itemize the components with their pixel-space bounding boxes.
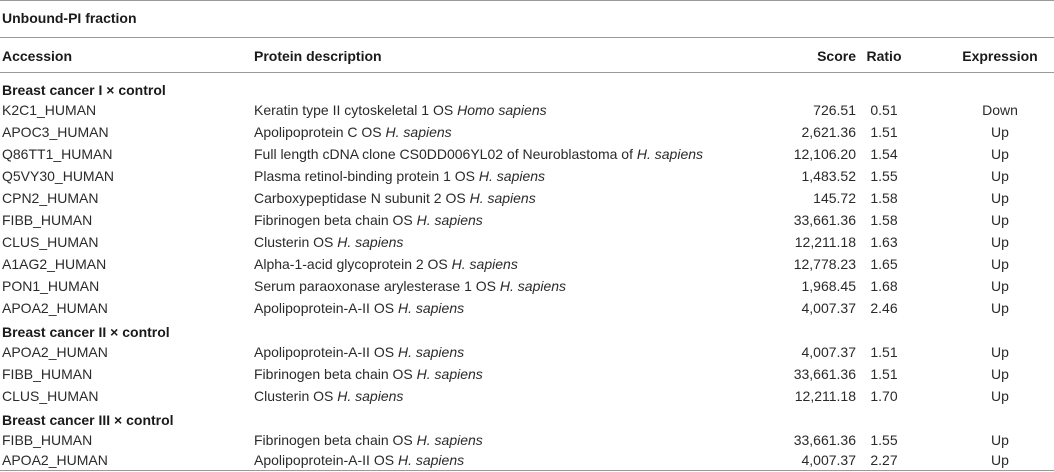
score-cell: 33,661.36 bbox=[793, 212, 856, 228]
expression-cell: Up bbox=[991, 168, 1009, 184]
top-rule bbox=[0, 0, 1054, 1]
expression-cell: Up bbox=[991, 366, 1009, 382]
score-cell: 33,661.36 bbox=[793, 432, 856, 448]
header-score: Score bbox=[817, 48, 856, 64]
ratio-cell: 1.58 bbox=[870, 212, 898, 228]
description-cell: Apolipoprotein-A-II OS H. sapiens bbox=[254, 452, 465, 468]
ratio-cell: 2.27 bbox=[870, 452, 898, 468]
header-ratio: Ratio bbox=[866, 48, 902, 64]
description-cell: Clusterin OS H. sapiens bbox=[254, 388, 404, 404]
ratio-cell: 1.55 bbox=[870, 432, 898, 448]
accession-cell: A1AG2_HUMAN bbox=[2, 256, 107, 272]
table-row bbox=[0, 342, 1054, 364]
expression-cell: Up bbox=[991, 300, 1009, 316]
table-row bbox=[0, 232, 1054, 254]
accession-cell: APOC3_HUMAN bbox=[2, 124, 109, 140]
accession-cell: CPN2_HUMAN bbox=[2, 190, 99, 206]
header-accession: Accession bbox=[2, 48, 73, 64]
section-title: Breast cancer II × control bbox=[2, 324, 170, 340]
table-row bbox=[0, 364, 1054, 386]
table-row bbox=[0, 276, 1054, 298]
description-cell: Apolipoprotein-A-II OS H. sapiens bbox=[254, 300, 465, 316]
score-cell: 726.51 bbox=[813, 102, 856, 118]
score-cell: 12,211.18 bbox=[794, 234, 856, 250]
accession-cell: FIBB_HUMAN bbox=[2, 212, 93, 228]
table-row bbox=[0, 166, 1054, 188]
fraction-title: Unbound-PI fraction bbox=[2, 10, 137, 26]
score-cell: 12,106.20 bbox=[793, 146, 856, 162]
table-row bbox=[0, 100, 1054, 122]
score-cell: 145.72 bbox=[813, 190, 856, 206]
description-cell: Fibrinogen beta chain OS H. sapiens bbox=[254, 366, 483, 382]
ratio-cell: 1.70 bbox=[870, 388, 898, 404]
description-cell: Carboxypeptidase N subunit 2 OS H. sapiens bbox=[254, 190, 536, 206]
description-cell: Fibrinogen beta chain OS H. sapiens bbox=[254, 432, 483, 448]
expression-cell: Up bbox=[991, 432, 1009, 448]
description-cell: Fibrinogen beta chain OS H. sapiens bbox=[254, 212, 483, 228]
ratio-cell: 1.51 bbox=[870, 124, 898, 140]
ratio-cell: 1.51 bbox=[870, 344, 898, 360]
accession-cell: K2C1_HUMAN bbox=[2, 102, 97, 118]
score-cell: 12,778.23 bbox=[793, 256, 856, 272]
expression-cell: Up bbox=[991, 344, 1009, 360]
accession-cell: Q86TT1_HUMAN bbox=[2, 146, 113, 162]
ratio-cell: 1.55 bbox=[870, 168, 898, 184]
score-cell: 33,661.36 bbox=[793, 366, 856, 382]
table-row bbox=[0, 298, 1054, 320]
description-cell: Keratin type II cytoskeletal 1 OS Homo sapiens bbox=[254, 102, 547, 118]
expression-cell: Down bbox=[982, 102, 1018, 118]
ratio-cell: 1.68 bbox=[870, 278, 898, 294]
ratio-cell: 1.58 bbox=[870, 190, 898, 206]
description-cell: Clusterin OS H. sapiens bbox=[254, 234, 404, 250]
accession-cell: APOA2_HUMAN bbox=[2, 300, 108, 316]
score-cell: 4,007.37 bbox=[801, 452, 856, 468]
table-row bbox=[0, 430, 1054, 452]
expression-cell: Up bbox=[991, 234, 1009, 250]
header-expression: Expression bbox=[962, 48, 1038, 64]
accession-cell: Q5VY30_HUMAN bbox=[2, 168, 115, 184]
expression-cell: Up bbox=[991, 146, 1009, 162]
expression-cell: Up bbox=[991, 388, 1009, 404]
table-row bbox=[0, 122, 1054, 144]
description-cell: Serum paraoxonase arylesterase 1 OS H. sapiens bbox=[254, 278, 567, 294]
accession-cell: CLUS_HUMAN bbox=[2, 234, 99, 250]
ratio-cell: 1.65 bbox=[870, 256, 898, 272]
table-row bbox=[0, 450, 1054, 472]
expression-cell: Up bbox=[991, 452, 1009, 468]
expression-cell: Up bbox=[991, 124, 1009, 140]
section-title: Breast cancer I × control bbox=[2, 82, 166, 98]
accession-cell: FIBB_HUMAN bbox=[2, 432, 93, 448]
description-cell: Alpha-1-acid glycoprotein 2 OS H. sapiens bbox=[254, 256, 518, 272]
section-title: Breast cancer III × control bbox=[2, 412, 174, 428]
description-cell: Full length cDNA clone CS0DD006YL02 of Neuroblastoma of H. sapiens bbox=[254, 146, 704, 162]
score-cell: 1,968.45 bbox=[801, 278, 856, 294]
table-row bbox=[0, 144, 1054, 166]
expression-cell: Up bbox=[991, 212, 1009, 228]
score-cell: 4,007.37 bbox=[801, 300, 856, 316]
score-cell: 1,483.52 bbox=[801, 168, 856, 184]
header-bottom-rule bbox=[0, 72, 1054, 73]
ratio-cell: 1.63 bbox=[870, 234, 898, 250]
expression-cell: Up bbox=[991, 278, 1009, 294]
table-row bbox=[0, 210, 1054, 232]
header-top-rule bbox=[0, 37, 1054, 38]
table-row bbox=[0, 386, 1054, 408]
table-row bbox=[0, 188, 1054, 210]
ratio-cell: 0.51 bbox=[870, 102, 898, 118]
description-cell: Apolipoprotein-A-II OS H. sapiens bbox=[254, 344, 465, 360]
accession-cell: APOA2_HUMAN bbox=[2, 452, 108, 468]
accession-cell: PON1_HUMAN bbox=[2, 278, 100, 294]
description-cell: Plasma retinol-binding protein 1 OS H. sapiens bbox=[254, 168, 546, 184]
expression-cell: Up bbox=[991, 256, 1009, 272]
table-row bbox=[0, 254, 1054, 276]
ratio-cell: 2.46 bbox=[870, 300, 898, 316]
score-cell: 2,621.36 bbox=[801, 124, 856, 140]
header-description: Protein description bbox=[254, 48, 382, 64]
ratio-cell: 1.54 bbox=[870, 146, 898, 162]
ratio-cell: 1.51 bbox=[870, 366, 898, 382]
accession-cell: FIBB_HUMAN bbox=[2, 366, 93, 382]
accession-cell: CLUS_HUMAN bbox=[2, 388, 99, 404]
score-cell: 12,211.18 bbox=[794, 388, 856, 404]
accession-cell: APOA2_HUMAN bbox=[2, 344, 108, 360]
expression-cell: Up bbox=[991, 190, 1009, 206]
description-cell: Apolipoprotein C OS H. sapiens bbox=[254, 124, 452, 140]
score-cell: 4,007.37 bbox=[801, 344, 856, 360]
